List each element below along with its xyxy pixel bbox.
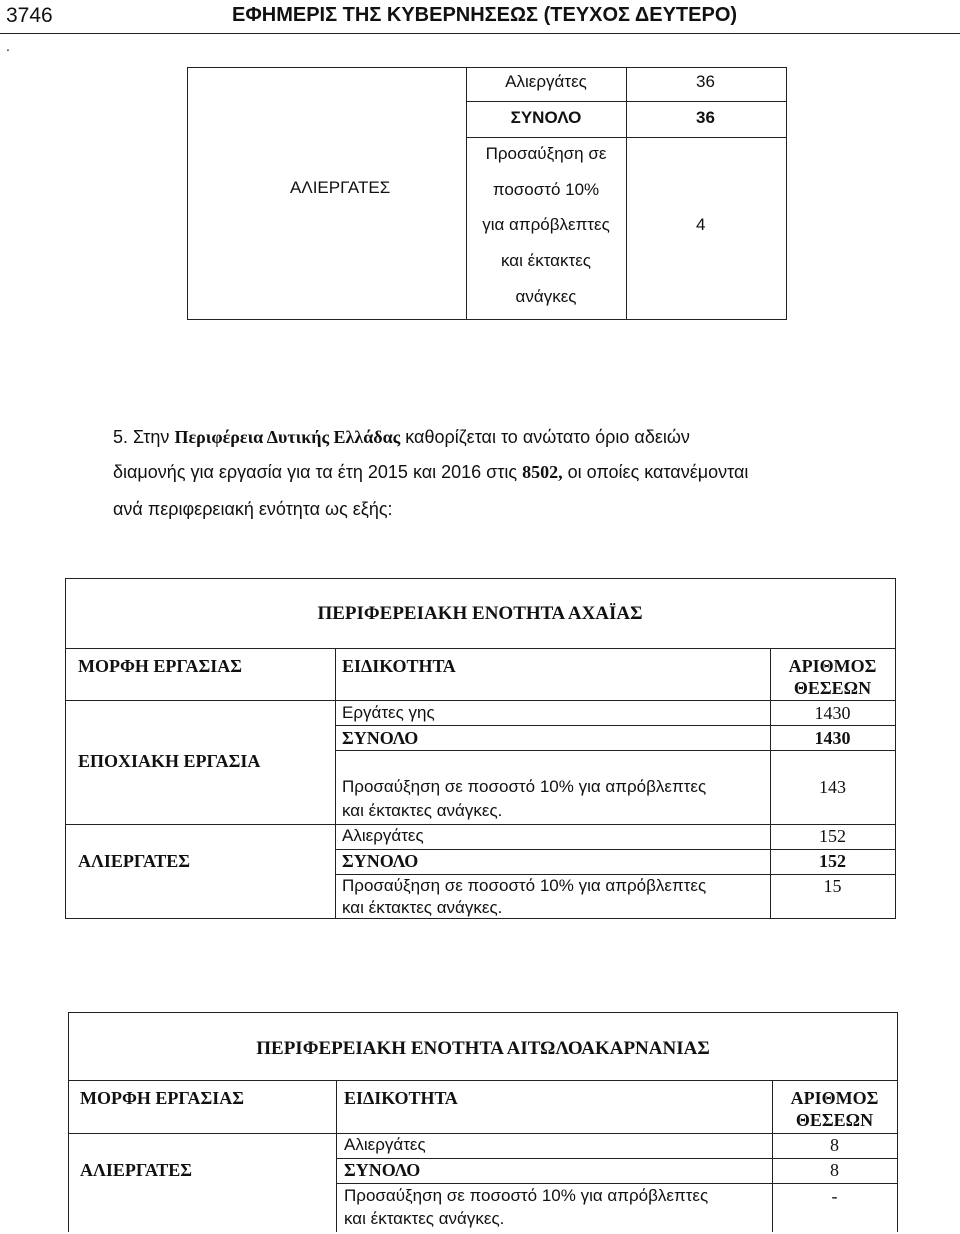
increase-specialty-cell: και έκτακτες ανάγκες. bbox=[342, 801, 503, 820]
increase-specialty-cell: και έκτακτες ανάγκες. bbox=[344, 1209, 505, 1228]
increase-value: 4 bbox=[696, 215, 706, 234]
total-label: ΣΥΝΟΛΟ bbox=[510, 108, 582, 127]
work-form-label: ΕΠΟΧΙΑΚΗ ΕΡΓΑΣΙΑ bbox=[78, 751, 261, 771]
column-header-specialty: ΕΙΔΙΚΟΤΗΤΑ bbox=[344, 1088, 458, 1108]
column-header-form: ΜΟΡΦΗ ΕΡΓΑΣΙΑΣ bbox=[78, 656, 243, 676]
row-value: 36 bbox=[696, 72, 715, 91]
positions-cell: 1430 bbox=[814, 703, 851, 723]
column-header-positions: ΘΕΣΕΩΝ bbox=[795, 1110, 874, 1130]
increase-specialty-cell: Προσαύξηση σε ποσοστό 10% για απρόβλεπτες bbox=[342, 777, 707, 796]
total-positions-cell: 8 bbox=[830, 1160, 839, 1180]
paragraph-line-3: ανά περιφερειακή ενότητα ως εξής: bbox=[113, 499, 393, 519]
increase-specialty-cell: Προσαύξηση σε ποσοστό 10% για απρόβλεπτες bbox=[342, 876, 707, 895]
specialty-cell: Αλιεργάτες bbox=[342, 826, 424, 845]
table-title: ΠΕΡΙΦΕΡΕΙΑΚΗ ΕΝΟΤΗΤΑ ΑΧΑΪΑΣ bbox=[317, 603, 643, 624]
increase-line: Προσαύξηση σε bbox=[485, 144, 607, 163]
column-header-specialty: ΕΙΔΙΚΟΤΗΤΑ bbox=[342, 656, 456, 676]
increase-specialty-cell: και έκτακτες ανάγκες. bbox=[342, 898, 503, 917]
column-header-positions: ΘΕΣΕΩΝ bbox=[793, 678, 872, 698]
paragraph-line-2: διαμονής για εργασία για τα έτη 2015 και 2016 στις 8502, οι οποίες κατανέμονται bbox=[113, 462, 749, 482]
total-specialty-cell: ΣΥΝΟΛΟ bbox=[342, 851, 419, 871]
group-label: ΑΛΙΕΡΓΑΤΕΣ bbox=[290, 178, 391, 197]
region-name: Περιφέρεια Δυτικής Ελλάδας bbox=[174, 427, 401, 447]
total-positions-cell: 152 bbox=[819, 851, 846, 871]
increase-line: ανάγκες bbox=[515, 287, 577, 306]
column-header-positions: ΑΡΙΘΜΟΣ bbox=[790, 1088, 879, 1108]
gazette-title: ΕΦΗΜΕΡΙΣ ΤΗΣ ΚΥΒΕΡΝΗΣΕΩΣ (ΤΕΥΧΟΣ ΔΕΥΤΕΡΟ) bbox=[232, 4, 738, 26]
work-form-label: ΑΛΙΕΡΓΑΤΕΣ bbox=[78, 851, 191, 871]
specialty-cell: Εργάτες γης bbox=[342, 703, 435, 722]
increase-positions-cell: 143 bbox=[819, 777, 846, 797]
increase-line: και έκτακτες bbox=[501, 251, 591, 270]
total-specialty-cell: ΣΥΝΟΛΟ bbox=[344, 1160, 421, 1180]
total-specialty-cell: ΣΥΝΟΛΟ bbox=[342, 728, 419, 748]
positions-cell: 152 bbox=[819, 826, 846, 846]
header-rule bbox=[0, 33, 960, 34]
total-positions-cell: 1430 bbox=[814, 728, 851, 748]
row-label: Αλιεργάτες bbox=[505, 72, 587, 91]
table-title: ΠΕΡΙΦΕΡΕΙΑΚΗ ΕΝΟΤΗΤΑ ΑΙΤΩΛΟΑΚΑΡΝΑΝΙΑΣ bbox=[256, 1038, 710, 1059]
increase-positions-cell: 15 bbox=[823, 876, 842, 896]
total-value: 36 bbox=[696, 108, 715, 127]
increase-positions-cell: - bbox=[831, 1186, 838, 1206]
page-number: 3746 bbox=[6, 4, 53, 27]
column-header-positions: ΑΡΙΘΜΟΣ bbox=[788, 656, 877, 676]
increase-line: για απρόβλεπτες bbox=[482, 215, 610, 234]
paragraph-line-1: 5. Στην Περιφέρεια Δυτικής Ελλάδας καθορίζεται το ανώτατο όριο αδειών bbox=[113, 427, 690, 447]
stray-mark: . bbox=[6, 38, 10, 54]
specialty-cell: Αλιεργάτες bbox=[344, 1135, 426, 1154]
column-header-form: ΜΟΡΦΗ ΕΡΓΑΣΙΑΣ bbox=[80, 1088, 245, 1108]
positions-cell: 8 bbox=[830, 1135, 839, 1155]
work-form-label: ΑΛΙΕΡΓΑΤΕΣ bbox=[80, 1160, 193, 1180]
increase-line: ποσοστό 10% bbox=[492, 180, 600, 199]
permit-count: 8502, bbox=[522, 462, 563, 482]
increase-specialty-cell: Προσαύξηση σε ποσοστό 10% για απρόβλεπτες bbox=[344, 1186, 709, 1205]
